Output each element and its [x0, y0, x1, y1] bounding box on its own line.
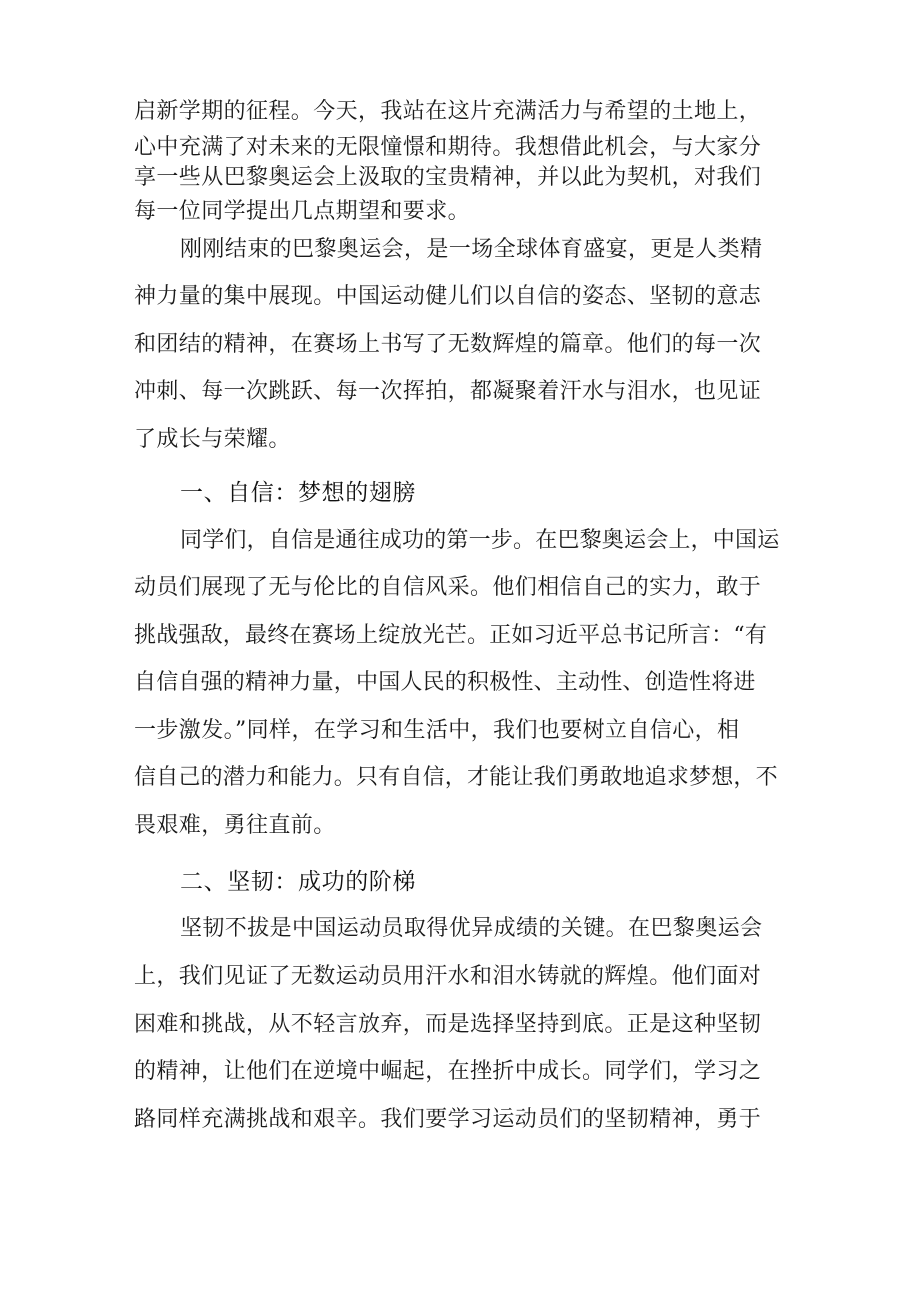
body-text-line: 一步激发。”同样，在学习和生活中，我们也要树立自信心，相 — [134, 718, 740, 743]
body-text-line: 动员们展现了无与伦比的自信风采。他们相信自己的实力，敢于 — [134, 575, 762, 600]
body-text-line: 了成长与荣耀。 — [134, 427, 291, 452]
body-text-line: 同学们，自信是通往成功的第一步。在巴黎奥运会上，中国运 — [180, 528, 780, 553]
body-text-line: 刚刚结束的巴黎奥运会，是一场全球体育盛宴，更是人类精 — [180, 237, 763, 262]
body-text-line: 挑战强敌，最终在赛场上绽放光芒。正如习近平总书记所言：“有 — [134, 623, 768, 648]
body-text-line: 启新学期的征程。今天，我站在这片充满活力与希望的土地上， — [134, 99, 762, 124]
body-text-line: 信自己的潜力和能力。只有自信，才能让我们勇敢地追求梦想，不 — [134, 765, 778, 790]
body-text-line: 上，我们见证了无数运动员用汗水和泪水铸就的辉煌。他们面对 — [134, 964, 762, 989]
body-text-line: 困难和挑战，从不轻言放弃，而是选择坚持到底。正是这种坚韧 — [134, 1012, 762, 1037]
body-text-line: 畏艰难，勇往直前。 — [134, 813, 336, 838]
body-text-line: 心中充满了对未来的无限憧憬和期待。我想借此机会，与大家分 — [134, 135, 762, 160]
body-text-line: 路同样充满挑战和艰辛。我们要学习运动员们的坚韧精神，勇于 — [134, 1107, 762, 1132]
body-text-line: 神力量的集中展现。中国运动健儿们以自信的姿态、坚韧的意志 — [134, 284, 762, 309]
section-heading: 一、自信：梦想的翅膀 — [180, 480, 416, 506]
body-text-line: 的精神，让他们在逆境中崛起，在挫折中成长。同学们，学习之 — [134, 1059, 762, 1084]
body-text-line: 每一位同学提出几点期望和要求。 — [134, 199, 471, 224]
body-text-line: 自信自强的精神力量，中国人民的积极性、主动性、创造性将进 — [134, 670, 756, 695]
body-text-line: 冲刺、每一次跳跃、每一次挥拍，都凝聚着汗水与泪水，也见证 — [134, 379, 762, 404]
section-heading: 二、坚韧：成功的阶梯 — [180, 869, 416, 895]
body-text-line: 享一些从巴黎奥运会上汲取的宝贵精神，并以此为契机，对我们 — [134, 165, 762, 190]
body-text-line: 坚韧不拔是中国运动员取得优异成绩的关键。在巴黎奥运会 — [180, 916, 763, 941]
body-text-line: 和团结的精神，在赛场上书写了无数辉煌的篇章。他们的每一次 — [134, 332, 762, 357]
